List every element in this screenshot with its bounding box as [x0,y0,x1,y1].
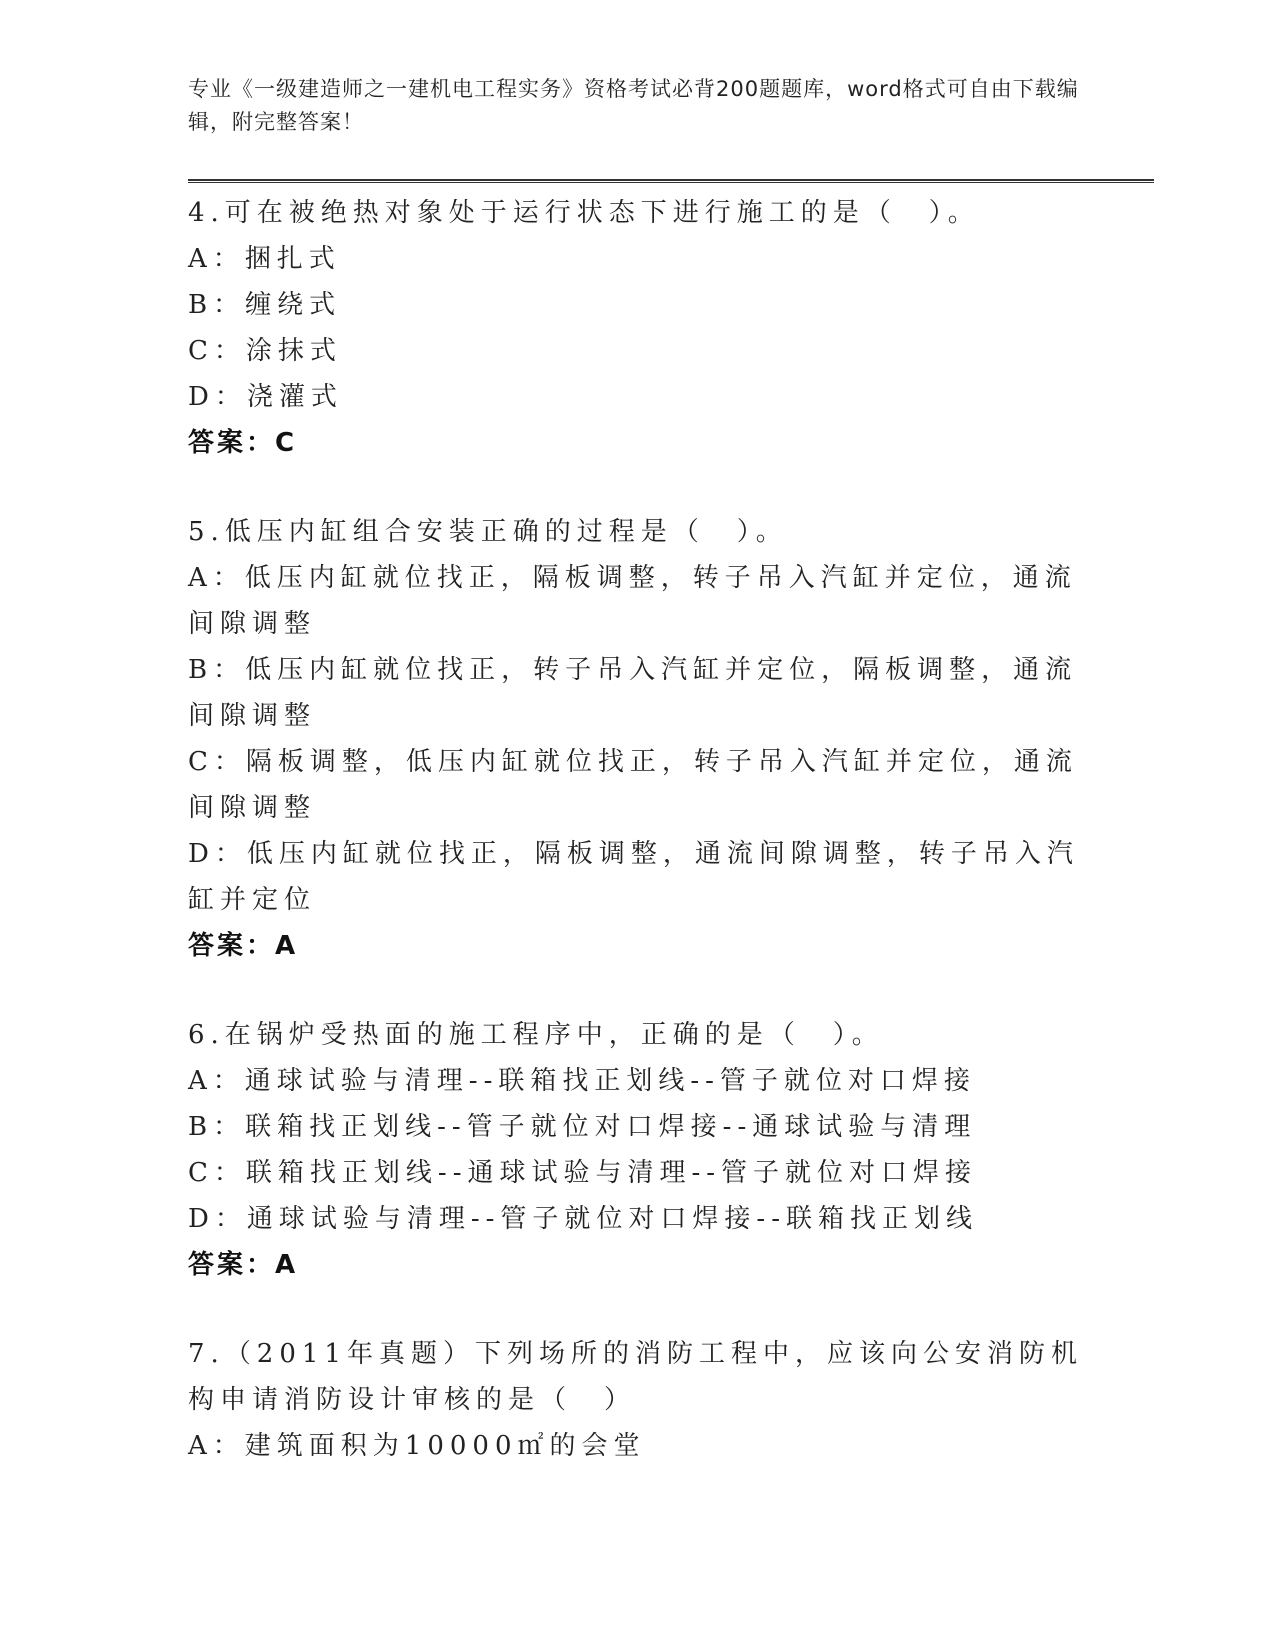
option-key: B： [188,290,246,320]
option-b [188,282,1088,328]
question-list [188,190,1088,1512]
option-text: 捆扎式 [244,244,341,274]
option-d [188,831,1088,923]
option-a [188,555,1088,647]
option-key: C： [188,1158,246,1188]
option-text: 通球试验与清理--管子就位对口焊接--联箱找正划线 [246,1204,979,1234]
option-d [188,374,1088,420]
option-text: 缠绕式 [245,290,342,320]
option-key: B： [188,1112,246,1142]
option-c [188,328,1088,374]
option-b [188,1104,1088,1150]
option-a [188,236,1088,282]
option-a [188,1423,1088,1469]
question-stem: 4.可在被绝热对象处于运行状态下进行施工的是（ ）。 [188,198,980,228]
question-5 [188,509,1088,969]
option-key: D： [188,382,247,412]
option-text: 涂抹式 [245,336,342,366]
question-stem: 5.低压内缸组合安装正确的过程是（ ）。 [188,517,788,547]
option-text: 联箱找正划线--通球试验与清理--管子就位对口焊接 [245,1158,978,1188]
option-key: B： [188,655,246,685]
option-key: C： [188,336,246,366]
option-d [188,1196,1088,1242]
option-key: C： [188,747,246,777]
option-c [188,739,1088,831]
document-header: 专业《一级建造师之一建机电工程实务》资格考试必背200题题库，word格式可自由下载编辑，附完整答案！ [188,77,1079,134]
option-key: A： [188,244,245,274]
option-text: 建筑面积为10000㎡的会堂 [244,1431,646,1461]
question-4 [188,190,1088,466]
question-6 [188,1012,1088,1288]
option-text: 联箱找正划线--管子就位对口焊接--通球试验与清理 [245,1112,977,1142]
option-text: 低压内缸就位找正，转子吊入汽缸并定位，隔板调整，通流间隙调整 [188,655,1078,731]
answer-label: 答案：A [188,1250,299,1280]
answer-label: 答案：A [188,931,299,961]
option-text: 低压内缸就位找正，隔板调整，转子吊入汽缸并定位，通流间隙调整 [188,563,1077,639]
question-stem: 7.（2011年真题）下列场所的消防工程中，应该向公安消防机构申请消防设计审核的是（ ） [188,1339,1083,1415]
option-key: A： [188,563,245,593]
option-text: 浇灌式 [246,382,343,412]
question-7 [188,1331,1088,1469]
option-a [188,1058,1088,1104]
option-key: A： [188,1431,245,1461]
option-key: D： [188,1204,247,1234]
option-b [188,647,1088,739]
option-key: A： [188,1066,245,1096]
option-text: 通球试验与清理--联箱找正划线--管子就位对口焊接 [244,1066,976,1096]
answer-label: 答案：C [188,428,298,458]
option-text: 隔板调整，低压内缸就位找正，转子吊入汽缸并定位，通流间隙调整 [188,747,1078,823]
option-text: 低压内缸就位找正，隔板调整，通流间隙调整，转子吊入汽缸并定位 [188,839,1079,915]
option-c [188,1150,1088,1196]
option-key: D： [188,839,247,869]
header-divider [188,179,1154,183]
question-stem: 6.在锅炉受热面的施工程序中，正确的是（ ）。 [188,1020,884,1050]
